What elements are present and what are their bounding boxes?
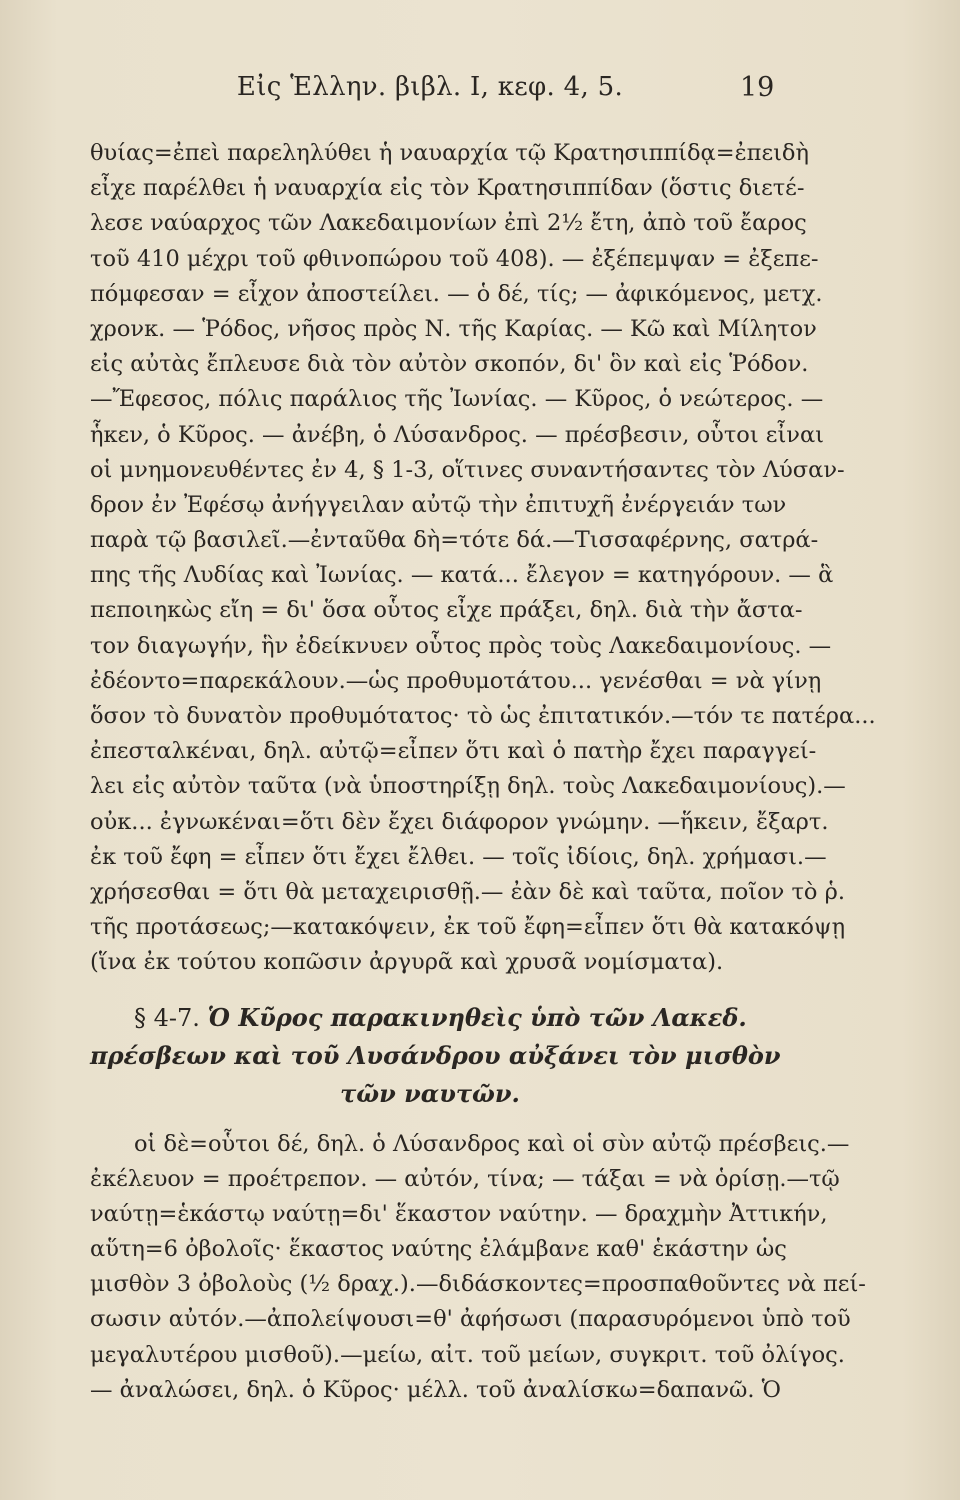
text-line: οἱ μνημονευθέντες ἐν 4, § 1-3, οἵτινες συναντήσαντες τὸν Λύσαν-: [90, 456, 845, 483]
text-line: χρονκ. — Ῥόδος, νῆσος πρὸς Ν. τῆς Καρίας. — Κῶ καὶ Μίλητον: [90, 315, 817, 342]
commentary-block-2: [90, 1127, 866, 1409]
text-line: ναύτῃ=ἑκάστῳ ναύτῃ=δι' ἕκαστον ναύτην. — δραχμὴν Ἀττικήν,: [90, 1200, 828, 1227]
section-title-part-2: πρέσβεων καὶ τοῦ Λυσάνδρου αὐξάνει τὸν μισθὸν: [90, 1040, 781, 1070]
text-line: αὕτη=6 ὀβολοῖς· ἕκαστος ναύτης ἐλάμβανε καθ' ἑκάστην ὡς: [90, 1236, 787, 1263]
text-line: εἰς αὐτὰς ἔπλευσε διὰ τὸν αὐτὸν σκοπόν, δι' ὃν καὶ εἰς Ῥόδον.: [90, 351, 809, 378]
text-line: πόμφεσαν = εἶχον ἀποστείλει. — ὁ δέ, τίς; — ἀφικόμενος, μετχ.: [90, 280, 823, 307]
text-line: δρον ἐν Ἐφέσῳ ἀνήγγειλαν αὐτῷ τὴν ἐπιτυχῆ ἐνέργειάν των: [90, 491, 787, 518]
text-line: ἧκεν, ὁ Κῦρος. — ἀνέβη, ὁ Λύσανδρος. — πρέσβεσιν, οὗτοι εἶναι: [90, 421, 824, 448]
text-line: — ἀναλώσει, δηλ. ὁ Κῦρος· μέλλ. τοῦ ἀναλίσκω=δαπανῶ. Ὁ: [90, 1376, 782, 1403]
text-line: ὅσον τὸ δυνατὸν προθυμότατος· τὸ ὡς ἐπιτατικόν.—τόν τε πατέρα...: [90, 703, 876, 729]
text-line: χρήσεσθαι = ὅτι θὰ μεταχειρισθῇ.— ἐὰν δὲ καὶ ταῦτα, ποῖον τὸ ῥ.: [90, 878, 845, 905]
text-line: τῆς προτάσεως;—κατακόψειν, ἐκ τοῦ ἔφη=εἶπεν ὅτι θὰ κατακόψῃ: [90, 914, 846, 941]
text-line: οὐκ... ἐγνωκέναι=ὅτι δὲν ἔχει διάφορον γνώμην. —ἥκειν, ἔξαρτ.: [90, 808, 829, 835]
text-line: μεγαλυτέρου μισθοῦ).—μείω, αἰτ. τοῦ μείων, συγκριτ. τοῦ ὀλίγος.: [90, 1341, 845, 1368]
section-title-part-1: Ὁ Κῦρος παρακινηθεὶς ὑπὸ τῶν Λακεδ.: [207, 1002, 747, 1032]
text-line: λεσε ναύαρχος τῶν Λακεδαιμονίων ἐπὶ 2½ ἔτη, ἀπὸ τοῦ ἔαρος: [90, 210, 807, 237]
text-line: πεποιηκὼς εἴη = δι' ὅσα οὗτος εἶχε πράξει, δηλ. διὰ τὴν ἄστα-: [90, 597, 803, 624]
text-line: παρὰ τῷ βασιλεῖ.—ἐνταῦθα δὴ=τότε δά.—Τισσαφέρνης, σατρά-: [90, 527, 819, 554]
text-line: τον διαγωγήν, ἣν ἐδείκνυεν οὗτος πρὸς τοὺς Λακεδαιμονίους. —: [90, 632, 832, 659]
page-body: [90, 136, 876, 1408]
text-line: ἐκέλευον = προέτρεπον. — αὐτόν, τίνα; — τάξαι = νὰ ὁρίσῃ.—τῷ: [90, 1165, 840, 1192]
text-line: σωσιν αὐτόν.—ἀπολείψουσι=θ' ἀφήσωσι (παρασυρόμενοι ὑπὸ τοῦ: [90, 1306, 851, 1333]
text-line: (ἵνα ἐκ τούτου κοπῶσιν ἀργυρᾶ καὶ χρυσᾶ νομίσματα).: [90, 949, 724, 976]
text-line: πης τῆς Λυδίας καὶ Ἰωνίας. — κατά... ἔλεγον = κατηγόρουν. — ἃ: [90, 562, 834, 589]
text-line: ἐκ τοῦ ἔφη = εἶπεν ὅτι ἔχει ἔλθει. — τοῖς ἰδίοις, δηλ. χρήμασι.—: [90, 843, 827, 870]
text-line: μισθὸν 3 ὀβολοὺς (½ δραχ.).—διδάσκοντες=προσπαθοῦντες νὰ πεί-: [90, 1271, 866, 1298]
running-title: Εἰς Ἑλλην. βιβλ. Ι, κεφ. 4, 5.: [236, 72, 624, 102]
text-line: οἱ δὲ=οὗτοι δέ, δηλ. ὁ Λύσανδρος καὶ οἱ σὺν αὐτῷ πρέσβεις.—: [134, 1130, 850, 1157]
section-heading: [90, 999, 781, 1113]
section-title-part-3: τῶν ναυτῶν.: [340, 1078, 520, 1108]
text-line: λει εἰς αὐτὸν ταῦτα (νὰ ὑποστηρίξῃ δηλ. τοὺς Λακεδαιμονίους).—: [90, 773, 846, 800]
commentary-block-1: [90, 136, 876, 981]
text-line: τοῦ 410 μέχρι τοῦ φθινοπώρου τοῦ 408). — ἐξέπεμψαν = ἐξεπε-: [90, 245, 819, 272]
section-heading-line-1: [90, 999, 770, 1037]
running-header: [90, 72, 770, 112]
text-line: εἶχε παρέλθει ἡ ναυαρχία εἰς τὸν Κρατησιππίδαν (ὅστις διετέ-: [90, 175, 805, 202]
text-line: —Ἔφεσος, πόλις παράλιος τῆς Ἰωνίας. — Κῦρος, ὁ νεώτερος. —: [90, 386, 824, 413]
text-line: ἐπεσταλκέναι, δηλ. αὐτῷ=εἶπεν ὅτι καὶ ὁ πατὴρ ἔχει παραγγεί-: [90, 738, 817, 765]
section-number: § 4-7.: [134, 1003, 200, 1032]
page-number: 19: [740, 72, 775, 103]
text-line: ἐδέοντο=παρεκάλουν.—ὡς προθυμοτάτου... γενέσθαι = νὰ γίνῃ: [90, 667, 822, 694]
text-line: θυίας=ἐπεὶ παρεληλύθει ἡ ναυαρχία τῷ Κρατησιππίδᾳ=ἐπειδὴ: [90, 140, 809, 166]
